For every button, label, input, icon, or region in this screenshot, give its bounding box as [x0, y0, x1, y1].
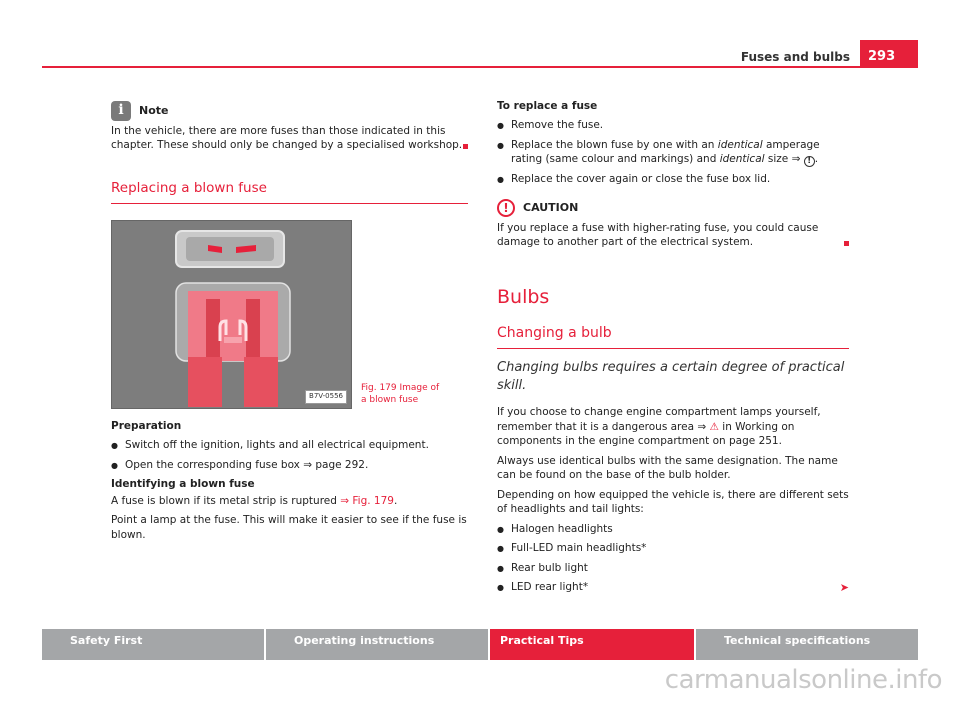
- left-column: [111, 100, 468, 547]
- section-title: Replacing a blown fuse: [111, 179, 468, 204]
- figure-caption: Fig. 179 Image of a blown fuse: [361, 383, 440, 406]
- paragraph: [497, 405, 849, 448]
- identify-text-prefix: A fuse is blown if its metal strip is ruptured: [111, 494, 341, 507]
- section-title: Changing a bulb: [497, 324, 849, 349]
- preparation-label: Preparation: [111, 419, 182, 432]
- caution-text: [497, 221, 849, 250]
- list-item: ● Replace the cover again or close the fuse box lid.: [497, 172, 849, 186]
- note-heading: [111, 100, 468, 122]
- emphasis-identical: identical: [717, 138, 763, 151]
- caution-label: CAUTION: [523, 201, 579, 215]
- figure-link[interactable]: ⇒ Fig. 179: [340, 494, 394, 507]
- footer-nav: [42, 629, 918, 660]
- replace-text-end: .: [814, 153, 819, 166]
- replace-text-b: amperage rating (same colour and markings) and: [511, 138, 820, 166]
- list-item: [497, 580, 849, 594]
- paragraph: Depending on how equipped the vehicle is, there are different sets of headlights and tail lights:: [497, 488, 849, 516]
- tab-technical-specifications[interactable]: Technical specifications: [696, 629, 918, 660]
- caution-ref-icon[interactable]: !: [804, 156, 815, 167]
- list-item: ● Halogen headlights: [497, 522, 849, 536]
- para-text-b: in Working on components in the engine compartment on page 251.: [497, 420, 795, 448]
- page-header: [42, 40, 918, 68]
- tab-practical-tips[interactable]: Practical Tips: [490, 629, 694, 660]
- list-item: ● Rear bulb light: [497, 561, 849, 575]
- identify-text: [111, 494, 468, 508]
- watermark: carmanualsonline.info: [664, 665, 942, 696]
- emphasis-identical: identical: [719, 153, 765, 166]
- caution-icon: !: [497, 199, 515, 217]
- identify-text-suffix: .: [393, 494, 398, 507]
- light-label: LED rear light*: [511, 581, 589, 594]
- figure-179: [111, 220, 468, 409]
- list-item: ● Open the corresponding fuse box ⇒ page 292.: [111, 458, 468, 472]
- header-title: Fuses and bulbs: [740, 50, 850, 64]
- replace-label: To replace a fuse: [497, 100, 598, 112]
- caution-heading: [497, 197, 849, 219]
- note-body: In the vehicle, there are more fuses than those indicated in this chapter. These should only be changed by a specialised workshop.: [111, 125, 463, 152]
- lamp-text: Point a lamp at the fuse. This will make it easier to see if the fuse is blown.: [111, 514, 467, 541]
- section-end-mark: [844, 241, 849, 246]
- lead-text: Changing bulbs requires a certain degree of practical skill.: [497, 360, 845, 394]
- info-icon: i: [111, 101, 131, 121]
- list-item: ● Switch off the ignition, lights and all electrical equipment.: [111, 438, 468, 452]
- list-item: ● Full-LED main headlights*: [497, 541, 849, 555]
- tab-operating-instructions[interactable]: Operating instructions: [266, 629, 488, 660]
- chapter-title: Bulbs: [497, 285, 550, 308]
- continue-arrow-icon: ➤: [839, 581, 849, 595]
- section-end-mark: [463, 144, 468, 149]
- paragraph: Always use identical bulbs with the same designation. The name can be found on the base of the bulb holder.: [497, 454, 838, 482]
- note-label: Note: [139, 104, 169, 118]
- warning-icon[interactable]: ⚠: [709, 420, 719, 433]
- page-number: 293: [860, 40, 918, 68]
- figure-code: B7V-0556: [305, 390, 347, 404]
- header-rule: [42, 66, 918, 68]
- blown-fuse-illustration: [112, 221, 351, 408]
- tab-safety-first[interactable]: Safety First: [42, 629, 264, 660]
- caution-body: If you replace a fuse with higher-rating fuse, you could cause damage to another part of the electrical system.: [497, 221, 819, 249]
- list-item: [497, 138, 849, 167]
- replace-text-c: size ⇒: [764, 153, 804, 166]
- list-item: ● Remove the fuse.: [497, 118, 849, 132]
- note-text: [111, 124, 468, 153]
- identify-label: Identifying a blown fuse: [111, 478, 255, 491]
- right-column: [497, 99, 849, 600]
- para-text-a: If you choose to change engine compartment lamps yourself, remember that it is a dangerous area ⇒: [497, 406, 821, 433]
- blown-fuse-image: [111, 220, 352, 409]
- replace-text-a: Replace the blown fuse by one with an: [511, 138, 718, 151]
